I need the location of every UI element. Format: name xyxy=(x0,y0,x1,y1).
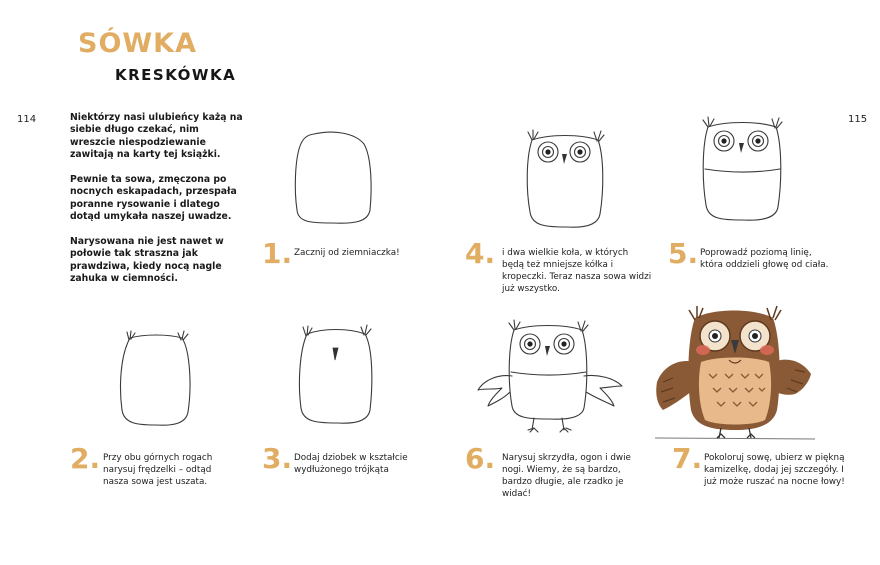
page-title: SÓWKA xyxy=(78,28,197,59)
step-7-number: 7. xyxy=(672,442,703,475)
step-5-text: Poprowadź poziomą linię, która oddzieli głowę od ciała. xyxy=(700,248,829,270)
step-1-number: 1. xyxy=(262,237,293,270)
step-1-drawing xyxy=(292,130,374,226)
step-2-text: Przy obu górnych rogach narysuj frędzelki – odtąd nasza sowa jest uszata. xyxy=(103,453,213,487)
step-5-drawing xyxy=(700,115,784,227)
step-5-number: 5. xyxy=(668,237,699,270)
step-6-text: Narysuj skrzydła, ogon i dwie nogi. Wiemy, że są bardzo, bardzo długie, ale rzadko je widać! xyxy=(502,453,631,499)
step-6-number: 6. xyxy=(465,442,496,475)
step-4-drawing xyxy=(524,128,606,232)
page-number-left: 114 xyxy=(17,114,37,125)
step-7-drawing xyxy=(655,300,815,448)
step-3-drawing xyxy=(295,322,377,428)
step-1-text: Zacznij od ziemniaczka! xyxy=(294,248,400,258)
step-2-drawing xyxy=(116,328,196,428)
step-2-number: 2. xyxy=(70,442,101,475)
step-4-text: i dwa wielkie koła, w których będą też mniejsze kółka i kropeczki. Teraz nasza sowa widzi już wszystko. xyxy=(502,248,652,294)
intro-paragraph-2: Pewnie ta sowa, zmęczona po nocnych eskapadach, przespała poranne rysowanie i dlatego dotąd umykała naszej uwadze. xyxy=(70,174,237,222)
page-number-right: 115 xyxy=(848,114,868,125)
page-subtitle: KRESKÓWKA xyxy=(115,66,237,84)
step-6-drawing xyxy=(476,318,636,440)
step-3-text: Dodaj dziobek w kształcie wydłużonego trójkąta xyxy=(294,453,408,475)
step-3-number: 3. xyxy=(262,442,293,475)
step-7-text: Pokoloruj sowę, ubierz w piękną kamizelkę, dodaj jej szczegóły. I już może ruszać na nocne łowy! xyxy=(704,453,845,487)
intro-paragraph-1: Niektórzy nasi ulubieńcy każą na siebie długo czekać, nim wreszcie niespodziewanie zawitają na karty tej książki. xyxy=(70,112,243,160)
intro-paragraph-3: Narysowana nie jest nawet w połowie tak straszna jak prawdziwa, kiedy nocą nagle zahuka w ciemności. xyxy=(70,236,224,284)
step-4-number: 4. xyxy=(465,237,496,270)
